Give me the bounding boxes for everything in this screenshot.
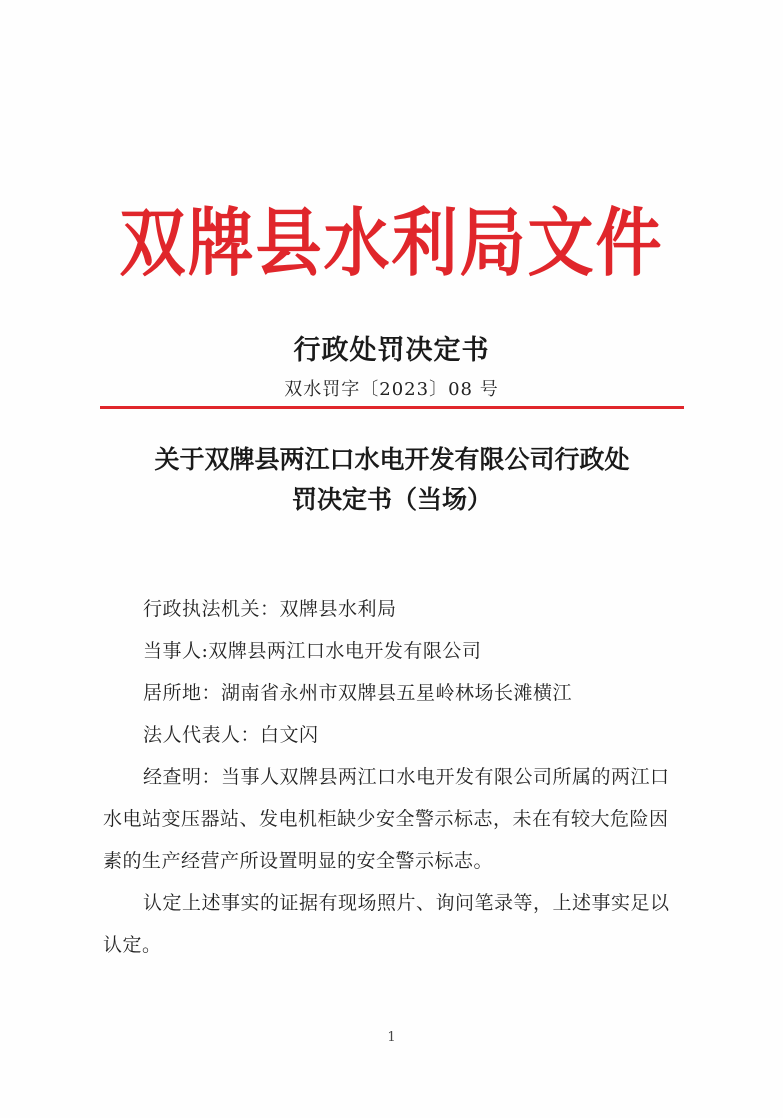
- field-party: 当事人:双牌县两江口水电开发有限公司: [143, 640, 482, 662]
- document-type: 行政处罚决定书: [293, 335, 490, 366]
- field-address: 居所地：湖南省永州市双牌县五星岭林场长滩横江: [143, 682, 573, 704]
- document-title-line-2: 罚决定书（当场）: [291, 485, 492, 514]
- red-divider-line: [100, 406, 684, 409]
- field-authority: 行政执法机关：双牌县水利局: [143, 598, 397, 620]
- document-title-line-1: 关于双牌县两江口水电开发有限公司行政处: [154, 445, 630, 474]
- page-number: 1: [387, 1030, 396, 1045]
- letterhead-title: 双牌县水利局文件: [119, 199, 664, 287]
- paragraph-findings: 经查明：当事人双牌县两江口水电开发有限公司所属的两江口水电站变压器站、发电机柜缺少安全警示标志，未在有较大危险因素的生产经营产所设置明显的安全警示标志。: [103, 766, 670, 872]
- paragraph-evidence: 认定上述事实的证据有现场照片、询问笔录等，上述事实足以认定。: [103, 892, 670, 956]
- document-body: [103, 588, 683, 966]
- field-legal-representative: 法人代表人：白文闪: [143, 724, 319, 746]
- document-number: 双水罚字〔2023〕08 号: [284, 379, 499, 400]
- document-title: [100, 440, 684, 520]
